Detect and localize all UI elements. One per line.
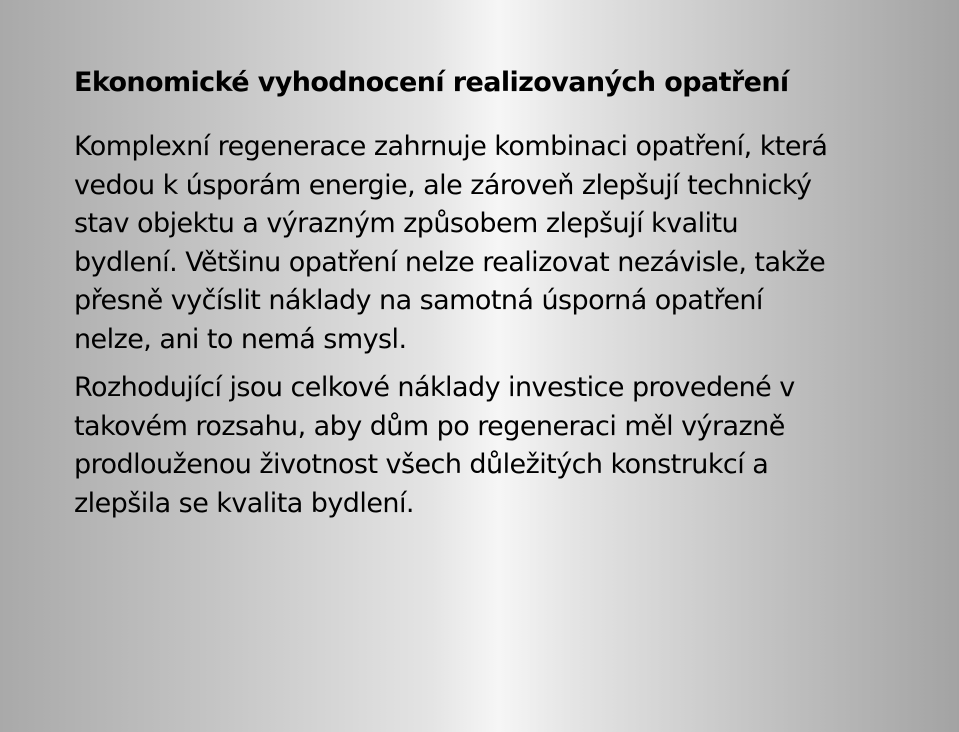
body-paragraph-1: Komplexní regenerace zahrnuje kombinaci opatření, která vedou k úsporám energie, ale zároveň zlepšují technický stav objektu a výrazným způsobem zlepšují kvalitu bydlení. Většinu opatření nelze realizovat nezávisle, takže přesně vyčíslit náklady na samotná úsporná opatření nelze, ani to nemá smysl.	[74, 131, 828, 355]
slide-title: Ekonomické vyhodnocení realizovaných opatření	[74, 67, 789, 98]
slide-body	[74, 128, 944, 533]
body-paragraph-2: Rozhodující jsou celkové náklady investice provedené v takovém rozsahu, aby dům po regeneraci měl výrazně prodlouženou životnost všech důležitých konstrukcí a zlepšila se kvalita bydlení.	[74, 372, 795, 519]
